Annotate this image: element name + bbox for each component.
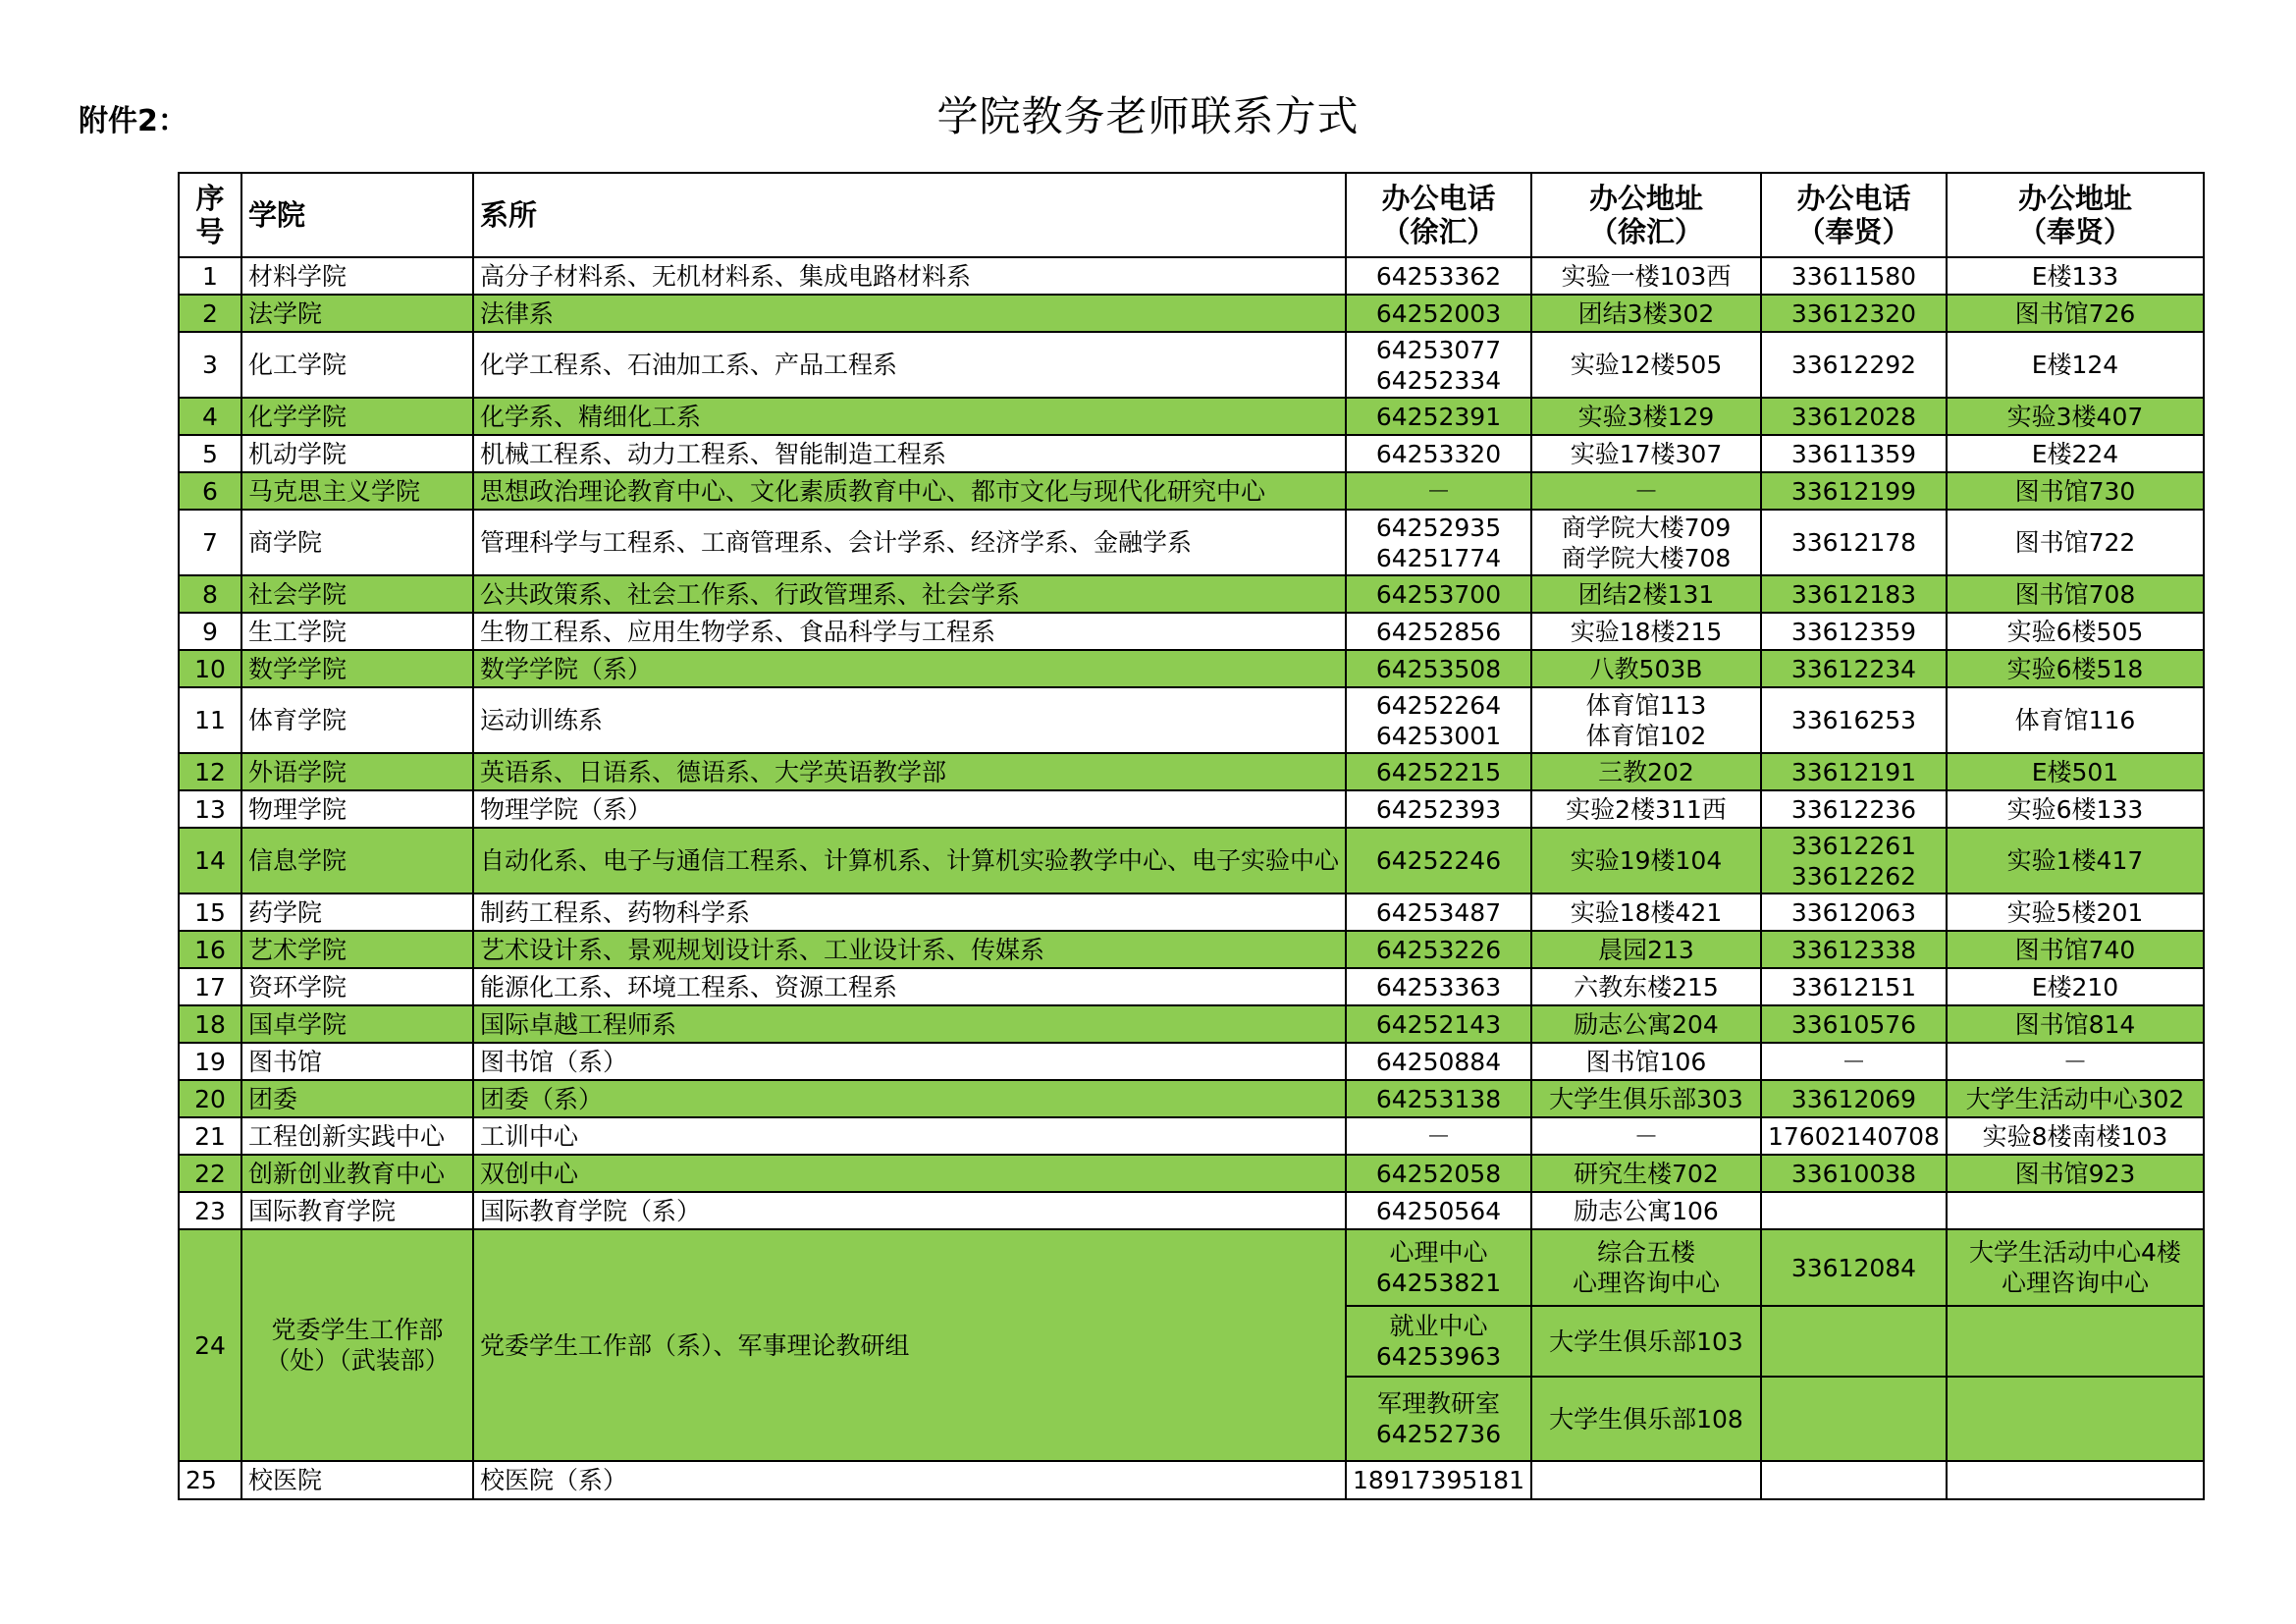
cell-address-xuhui: 研究生楼702	[1531, 1155, 1761, 1192]
table-row	[179, 510, 2204, 575]
header-phone-xuhui: 办公电话 （徐汇）	[1346, 173, 1531, 257]
cell-address-fengxian: E楼501	[1947, 753, 2204, 790]
cell-address-fengxian: 图书馆923	[1947, 1155, 2204, 1192]
cell-phone-xuhui: 64252003	[1346, 295, 1531, 332]
table-row	[179, 613, 2204, 650]
table-row	[179, 257, 2204, 295]
cell-num: 10	[179, 650, 241, 687]
cell-num: 20	[179, 1080, 241, 1117]
header-college: 学院	[241, 173, 473, 257]
cell-dept: 化学系、精细化工系	[473, 398, 1346, 435]
cell-num: 13	[179, 790, 241, 828]
cell-college: 创新创业教育中心	[241, 1155, 473, 1192]
table-row	[179, 435, 2204, 472]
cell-address-fengxian: －	[1947, 1043, 2204, 1080]
cell-num: 5	[179, 435, 241, 472]
cell-address-xuhui: 大学生俱乐部103	[1531, 1306, 1761, 1377]
cell-num: 21	[179, 1117, 241, 1155]
cell-phone-fengxian: 33612199	[1761, 472, 1947, 510]
table-row-24	[179, 1229, 2204, 1306]
cell-address-xuhui: 图书馆106	[1531, 1043, 1761, 1080]
cell-phone-fengxian	[1761, 1192, 1947, 1229]
cell-num: 18	[179, 1005, 241, 1043]
cell-phone-xuhui: 64250884	[1346, 1043, 1531, 1080]
cell-college: 图书馆	[241, 1043, 473, 1080]
cell-phone-fengxian: 33610038	[1761, 1155, 1947, 1192]
cell-num: 3	[179, 332, 241, 398]
cell-phone-fengxian: 33612292	[1761, 332, 1947, 398]
cell-college: 马克思主义学院	[241, 472, 473, 510]
cell-address-fengxian: 实验8楼南楼103	[1947, 1117, 2204, 1155]
cell-address-xuhui: 体育馆113 体育馆102	[1531, 687, 1761, 753]
cell-num: 2	[179, 295, 241, 332]
table-row	[179, 332, 2204, 398]
cell-phone-fengxian	[1761, 1461, 1947, 1499]
cell-phone-xuhui: －	[1346, 1117, 1531, 1155]
attachment-label: 附件2：	[79, 104, 187, 138]
cell-address-fengxian: E楼124	[1947, 332, 2204, 398]
cell-phone-fengxian: 33612084	[1761, 1229, 1947, 1306]
cell-address-fengxian: E楼224	[1947, 435, 2204, 472]
cell-address-xuhui: 团结2楼131	[1531, 575, 1761, 613]
cell-phone-fengxian: 33612028	[1761, 398, 1947, 435]
cell-dept: 化学工程系、石油加工系、产品工程系	[473, 332, 1346, 398]
cell-college: 外语学院	[241, 753, 473, 790]
cell-num: 25	[179, 1461, 241, 1499]
cell-address-xuhui: 八教503B	[1531, 650, 1761, 687]
cell-dept: 自动化系、电子与通信工程系、计算机系、计算机实验教学中心、电子实验中心	[473, 828, 1346, 893]
cell-address-fengxian: 图书馆814	[1947, 1005, 2204, 1043]
cell-phone-xuhui: 64253487	[1346, 893, 1531, 931]
cell-college: 法学院	[241, 295, 473, 332]
cell-address-fengxian: 大学生活动中心302	[1947, 1080, 2204, 1117]
cell-num: 14	[179, 828, 241, 893]
cell-phone-xuhui: 64252856	[1346, 613, 1531, 650]
cell-college: 信息学院	[241, 828, 473, 893]
cell-phone-fengxian: 33611580	[1761, 257, 1947, 295]
cell-dept: 生物工程系、应用生物学系、食品科学与工程系	[473, 613, 1346, 650]
cell-address-fengxian: 实验5楼201	[1947, 893, 2204, 931]
cell-dept: 运动训练系	[473, 687, 1346, 753]
cell-dept: 双创中心	[473, 1155, 1346, 1192]
header-dept: 系所	[473, 173, 1346, 257]
cell-dept: 工训中心	[473, 1117, 1346, 1155]
cell-phone-xuhui: 64252215	[1346, 753, 1531, 790]
cell-address-xuhui: 晨园213	[1531, 931, 1761, 968]
cell-dept: 思想政治理论教育中心、文化素质教育中心、都市文化与现代化研究中心	[473, 472, 1346, 510]
cell-num: 23	[179, 1192, 241, 1229]
cell-phone-fengxian: 33612320	[1761, 295, 1947, 332]
contact-table	[178, 172, 2205, 1500]
cell-phone-xuhui: 64252393	[1346, 790, 1531, 828]
header-address-fengxian: 办公地址 （奉贤）	[1947, 173, 2204, 257]
table-row	[179, 1005, 2204, 1043]
cell-num: 11	[179, 687, 241, 753]
cell-num: 15	[179, 893, 241, 931]
cell-address-fengxian: 图书馆726	[1947, 295, 2204, 332]
cell-dept: 国际教育学院（系）	[473, 1192, 1346, 1229]
cell-phone-xuhui: 64253700	[1346, 575, 1531, 613]
cell-address-fengxian	[1947, 1192, 2204, 1229]
cell-phone-fengxian: 33612234	[1761, 650, 1947, 687]
cell-address-xuhui: 实验12楼505	[1531, 332, 1761, 398]
cell-address-xuhui: 商学院大楼709 商学院大楼708	[1531, 510, 1761, 575]
cell-address-xuhui: 大学生俱乐部108	[1531, 1377, 1761, 1461]
table-body	[179, 257, 2204, 1499]
cell-dept: 管理科学与工程系、工商管理系、会计学系、经济学系、金融学系	[473, 510, 1346, 575]
cell-num: 24	[179, 1229, 241, 1461]
cell-college: 机动学院	[241, 435, 473, 472]
cell-college: 艺术学院	[241, 931, 473, 968]
table-row	[179, 1117, 2204, 1155]
cell-phone-xuhui: 64252391	[1346, 398, 1531, 435]
table-row	[179, 1192, 2204, 1229]
cell-phone-fengxian: －	[1761, 1043, 1947, 1080]
cell-address-fengxian: 图书馆722	[1947, 510, 2204, 575]
cell-phone-xuhui: －	[1346, 472, 1531, 510]
cell-college: 国卓学院	[241, 1005, 473, 1043]
cell-dept: 制药工程系、药物科学系	[473, 893, 1346, 931]
cell-phone-xuhui: 64253362	[1346, 257, 1531, 295]
cell-num: 8	[179, 575, 241, 613]
cell-phone-fengxian: 33612338	[1761, 931, 1947, 968]
cell-address-xuhui: 励志公寓106	[1531, 1192, 1761, 1229]
cell-college: 校医院	[241, 1461, 473, 1499]
table-row	[179, 398, 2204, 435]
table-row	[179, 295, 2204, 332]
cell-college: 化学学院	[241, 398, 473, 435]
cell-dept: 公共政策系、社会工作系、行政管理系、社会学系	[473, 575, 1346, 613]
table-row	[179, 753, 2204, 790]
cell-phone-fengxian: 33610576	[1761, 1005, 1947, 1043]
cell-phone-xuhui: 64252246	[1346, 828, 1531, 893]
cell-dept: 机械工程系、动力工程系、智能制造工程系	[473, 435, 1346, 472]
header-num: 序 号	[179, 173, 241, 257]
cell-dept: 法律系	[473, 295, 1346, 332]
cell-dept: 校医院（系）	[473, 1461, 1346, 1499]
cell-college: 资环学院	[241, 968, 473, 1005]
cell-address-xuhui: 励志公寓204	[1531, 1005, 1761, 1043]
cell-college: 数学学院	[241, 650, 473, 687]
cell-address-xuhui: 综合五楼 心理咨询中心	[1531, 1229, 1761, 1306]
header-row	[179, 173, 2204, 257]
cell-college: 工程创新实践中心	[241, 1117, 473, 1155]
cell-phone-xuhui: 64252264 64253001	[1346, 687, 1531, 753]
cell-phone-fengxian: 33612063	[1761, 893, 1947, 931]
cell-phone-fengxian: 33612261 33612262	[1761, 828, 1947, 893]
table-row	[179, 1043, 2204, 1080]
cell-num: 19	[179, 1043, 241, 1080]
cell-num: 4	[179, 398, 241, 435]
table-row	[179, 687, 2204, 753]
table-row-25	[179, 1461, 2204, 1499]
cell-address-fengxian: 实验3楼407	[1947, 398, 2204, 435]
cell-college: 生工学院	[241, 613, 473, 650]
table-row	[179, 931, 2204, 968]
cell-college: 体育学院	[241, 687, 473, 753]
cell-phone-fengxian	[1761, 1306, 1947, 1377]
cell-phone-fengxian: 33616253	[1761, 687, 1947, 753]
table-row	[179, 575, 2204, 613]
cell-address-fengxian: 图书馆740	[1947, 931, 2204, 968]
cell-college: 国际教育学院	[241, 1192, 473, 1229]
cell-address-xuhui: 三教202	[1531, 753, 1761, 790]
table-row	[179, 790, 2204, 828]
cell-address-xuhui: －	[1531, 1117, 1761, 1155]
cell-address-fengxian: 体育馆116	[1947, 687, 2204, 753]
header-phone-fengxian: 办公电话 （奉贤）	[1761, 173, 1947, 257]
cell-address-fengxian: 实验1楼417	[1947, 828, 2204, 893]
cell-phone-xuhui: 18917395181	[1346, 1461, 1531, 1499]
table-row	[179, 828, 2204, 893]
cell-address-fengxian	[1947, 1377, 2204, 1461]
table-row	[179, 893, 2204, 931]
cell-phone-xuhui: 心理中心 64253821	[1346, 1229, 1531, 1306]
cell-college: 化工学院	[241, 332, 473, 398]
cell-phone-xuhui: 64253226	[1346, 931, 1531, 968]
cell-phone-fengxian: 17602140708	[1761, 1117, 1947, 1155]
table-row	[179, 1155, 2204, 1192]
cell-address-fengxian: 实验6楼518	[1947, 650, 2204, 687]
cell-college: 物理学院	[241, 790, 473, 828]
cell-num: 12	[179, 753, 241, 790]
cell-address-xuhui: 实验3楼129	[1531, 398, 1761, 435]
cell-address-xuhui: 实验17楼307	[1531, 435, 1761, 472]
cell-dept: 团委（系）	[473, 1080, 1346, 1117]
table-row	[179, 650, 2204, 687]
cell-phone-xuhui: 64253320	[1346, 435, 1531, 472]
cell-num: 16	[179, 931, 241, 968]
cell-college: 药学院	[241, 893, 473, 931]
cell-address-fengxian	[1947, 1306, 2204, 1377]
cell-phone-fengxian: 33612069	[1761, 1080, 1947, 1117]
cell-phone-xuhui: 64252143	[1346, 1005, 1531, 1043]
cell-num: 6	[179, 472, 241, 510]
cell-address-fengxian: 图书馆708	[1947, 575, 2204, 613]
cell-phone-xuhui: 64252058	[1346, 1155, 1531, 1192]
cell-phone-fengxian: 33611359	[1761, 435, 1947, 472]
cell-address-fengxian: 图书馆730	[1947, 472, 2204, 510]
cell-address-xuhui: 团结3楼302	[1531, 295, 1761, 332]
cell-dept: 艺术设计系、景观规划设计系、工业设计系、传媒系	[473, 931, 1346, 968]
table-row	[179, 472, 2204, 510]
cell-phone-fengxian: 33612236	[1761, 790, 1947, 828]
cell-college: 党委学生工作部 （处）（武装部）	[241, 1229, 473, 1461]
cell-dept: 英语系、日语系、德语系、大学英语教学部	[473, 753, 1346, 790]
cell-num: 1	[179, 257, 241, 295]
cell-dept: 国际卓越工程师系	[473, 1005, 1346, 1043]
table-row	[179, 1080, 2204, 1117]
cell-address-fengxian: E楼210	[1947, 968, 2204, 1005]
cell-address-xuhui	[1531, 1461, 1761, 1499]
cell-phone-xuhui: 64253077 64252334	[1346, 332, 1531, 398]
cell-address-xuhui: －	[1531, 472, 1761, 510]
cell-phone-xuhui: 64252935 64251774	[1346, 510, 1531, 575]
cell-phone-fengxian: 33612178	[1761, 510, 1947, 575]
page-title: 学院教务老师联系方式	[936, 92, 1360, 140]
cell-phone-fengxian: 33612359	[1761, 613, 1947, 650]
cell-address-fengxian: 实验6楼505	[1947, 613, 2204, 650]
cell-address-fengxian: 实验6楼133	[1947, 790, 2204, 828]
cell-address-xuhui: 实验18楼215	[1531, 613, 1761, 650]
cell-dept: 高分子材料系、无机材料系、集成电路材料系	[473, 257, 1346, 295]
cell-dept: 图书馆（系）	[473, 1043, 1346, 1080]
cell-phone-xuhui: 64253363	[1346, 968, 1531, 1005]
header-address-xuhui: 办公地址 （徐汇）	[1531, 173, 1761, 257]
cell-address-xuhui: 实验19楼104	[1531, 828, 1761, 893]
cell-address-xuhui: 实验18楼421	[1531, 893, 1761, 931]
cell-address-xuhui: 实验一楼103西	[1531, 257, 1761, 295]
cell-address-fengxian: E楼133	[1947, 257, 2204, 295]
cell-college: 社会学院	[241, 575, 473, 613]
cell-phone-fengxian: 33612191	[1761, 753, 1947, 790]
cell-address-xuhui: 六教东楼215	[1531, 968, 1761, 1005]
cell-dept: 数学学院（系）	[473, 650, 1346, 687]
cell-dept: 能源化工系、环境工程系、资源工程系	[473, 968, 1346, 1005]
cell-phone-xuhui: 军理教研室 64252736	[1346, 1377, 1531, 1461]
cell-phone-xuhui: 就业中心 64253963	[1346, 1306, 1531, 1377]
cell-num: 17	[179, 968, 241, 1005]
cell-phone-fengxian: 33612183	[1761, 575, 1947, 613]
cell-phone-xuhui: 64250564	[1346, 1192, 1531, 1229]
cell-address-fengxian	[1947, 1461, 2204, 1499]
cell-phone-fengxian: 33612151	[1761, 968, 1947, 1005]
cell-num: 7	[179, 510, 241, 575]
cell-dept: 物理学院（系）	[473, 790, 1346, 828]
cell-college: 商学院	[241, 510, 473, 575]
cell-dept: 党委学生工作部（系）、军事理论教研组	[473, 1229, 1346, 1461]
table-row	[179, 968, 2204, 1005]
cell-address-xuhui: 大学生俱乐部303	[1531, 1080, 1761, 1117]
cell-num: 22	[179, 1155, 241, 1192]
cell-college: 团委	[241, 1080, 473, 1117]
cell-college: 材料学院	[241, 257, 473, 295]
cell-address-xuhui: 实验2楼311西	[1531, 790, 1761, 828]
cell-phone-xuhui: 64253138	[1346, 1080, 1531, 1117]
cell-phone-fengxian	[1761, 1377, 1947, 1461]
cell-num: 9	[179, 613, 241, 650]
cell-address-fengxian: 大学生活动中心4楼 心理咨询中心	[1947, 1229, 2204, 1306]
cell-phone-xuhui: 64253508	[1346, 650, 1531, 687]
